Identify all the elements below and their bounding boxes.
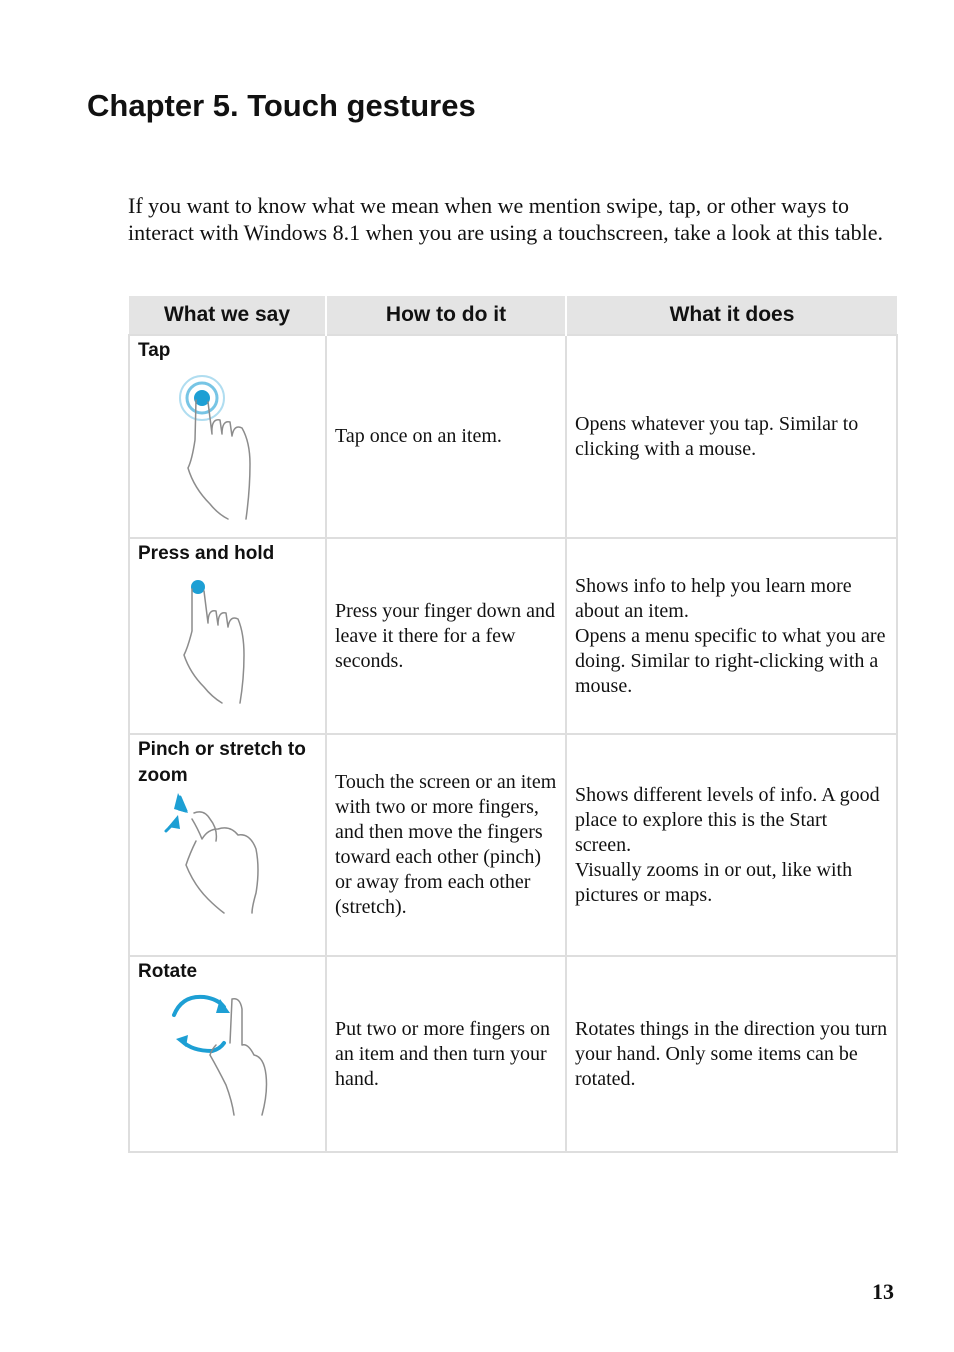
header-how-to-do-it: How to do it: [326, 296, 566, 335]
table-row: [129, 734, 897, 956]
header-what-it-does: What it does: [566, 296, 897, 335]
gestures-table: [128, 296, 898, 1153]
chapter-title: Chapter 5. Touch gestures: [87, 88, 476, 123]
gesture-name: Press and hold: [138, 543, 275, 564]
description-line: Shows info to help you learn more about an item.: [575, 574, 852, 622]
description-line: Rotates things in the direction you turn your hand. Only some items can be rotated.: [575, 1017, 888, 1090]
tap-gesture-icon: [138, 364, 318, 524]
what-it-does-cell: [566, 335, 897, 538]
table-header-row: [129, 296, 897, 335]
gesture-cell: [129, 538, 326, 734]
description-line: Visually zooms in or out, like with pictures or maps.: [575, 858, 853, 906]
how-to-cell: Tap once on an item.: [326, 335, 566, 538]
how-to-cell: Touch the screen or an item with two or more fingers, and then move the fingers toward each other (pinch) or away from each other (stretch).: [326, 734, 566, 956]
gesture-cell: [129, 956, 326, 1152]
description-line: Shows different levels of info. A good place to explore this is the Start screen.: [575, 783, 880, 856]
gesture-name: Pinch or stretch to zoom: [138, 739, 306, 786]
how-to-cell: Put two or more fingers on an item and then turn your hand.: [326, 956, 566, 1152]
table-row: [129, 335, 897, 538]
how-to-cell: Press your finger down and leave it there for a few seconds.: [326, 538, 566, 734]
header-what-we-say: What we say: [129, 296, 326, 335]
rotate-gesture-icon: [138, 985, 318, 1125]
pinch-zoom-gesture-icon: [138, 789, 318, 929]
gesture-name: Tap: [138, 340, 171, 361]
what-it-does-cell: [566, 538, 897, 734]
description-line: Opens whatever you tap. Similar to clicking with a mouse.: [575, 412, 859, 460]
table-row: [129, 956, 897, 1152]
table-row: [129, 538, 897, 734]
page-number: 13: [872, 1279, 894, 1304]
what-it-does-cell: [566, 734, 897, 956]
gesture-cell: [129, 734, 326, 956]
intro-paragraph: If you want to know what we mean when we mention swipe, tap, or other ways to interact with Windows 8.1 when you are using a touchscreen, take a look at this table.: [128, 193, 884, 245]
what-it-does-cell: [566, 956, 897, 1152]
description-line: Opens a menu specific to what you are doing. Similar to right-clicking with a mouse.: [575, 624, 886, 697]
gesture-name: Rotate: [138, 961, 198, 982]
press-and-hold-gesture-icon: [138, 567, 318, 707]
gesture-cell: [129, 335, 326, 538]
